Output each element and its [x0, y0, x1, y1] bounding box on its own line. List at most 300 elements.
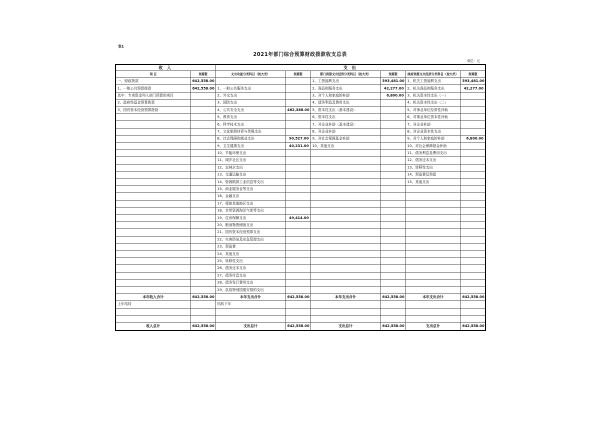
dept-econ-amount: [381, 229, 406, 236]
gov-econ-amount: [461, 243, 486, 250]
gov-econ-amount: [461, 207, 486, 214]
income-amount: [191, 315, 216, 322]
income-amount: [191, 107, 216, 114]
function-amount: [286, 250, 311, 257]
function-item: 13、交通运输支出: [216, 171, 286, 178]
income-item: [116, 157, 191, 164]
dept-econ-item: [311, 164, 381, 171]
table-row: [116, 143, 486, 150]
dept-econ-amount: [381, 128, 406, 135]
income-amount: [191, 157, 216, 164]
table-row: [116, 265, 486, 272]
income-amount: [191, 178, 216, 185]
gov-econ-amount: [461, 164, 486, 171]
income-item: [116, 128, 191, 135]
income-item: [116, 135, 191, 142]
income-item: [116, 114, 191, 121]
function-amount: [286, 315, 311, 322]
gov-econ-amount: [461, 107, 486, 114]
dept-econ-item: 7、对企业补助（基本建设）: [311, 121, 381, 128]
dept-econ-amount: 642,558.00: [381, 322, 406, 330]
function-item: 25、转移性支出: [216, 258, 286, 265]
function-amount: [286, 186, 311, 193]
dept-econ-amount: 6,800.00: [381, 92, 406, 99]
gov-econ-amount: [461, 143, 486, 150]
function-amount: 90,527.00: [286, 135, 311, 142]
dept-econ-item: [311, 243, 381, 250]
table-row: [116, 92, 486, 99]
summary-row: [116, 315, 486, 322]
gov-econ-item: 10、对社会保障基金补助: [406, 143, 461, 150]
function-item: 8、社会保障和就业支出: [216, 135, 286, 142]
dept-econ-amount: [381, 186, 406, 193]
function-item: 5、教育支出: [216, 114, 286, 121]
income-item: [116, 222, 191, 229]
function-amount: [286, 164, 311, 171]
function-item: 19、住房保障支出: [216, 214, 286, 221]
income-amount: 642,558.00: [192, 294, 215, 299]
table-row: [116, 258, 486, 265]
dept-econ-item: [311, 279, 381, 286]
function-amount: [286, 272, 311, 279]
income-item: [116, 200, 191, 207]
table-row: [116, 222, 486, 229]
gov-econ-amount: [461, 301, 486, 308]
gov-econ-amount: [461, 128, 486, 135]
dept-econ-item: 6、资本性支出: [311, 114, 381, 121]
function-item: 23、预备费: [216, 243, 286, 250]
income-amount: [191, 99, 216, 106]
table-row: [116, 164, 486, 171]
income-item: [116, 308, 191, 315]
gov-econ-item: 5、对事业单位经常性补助: [406, 107, 461, 114]
income-item: [116, 186, 191, 193]
income-amount: [191, 186, 216, 193]
income-amount: [191, 171, 216, 178]
table-row: [116, 286, 486, 293]
gov-econ-item-header: 政府预算支出经济分类科目（按大类）: [407, 72, 459, 76]
income-item: [116, 258, 191, 265]
gov-econ-amount: [461, 200, 486, 207]
gov-econ-amount: [461, 178, 486, 185]
income-amount: [191, 279, 216, 286]
gov-econ-item: 7、对企业补助: [406, 121, 461, 128]
income-amount: [191, 200, 216, 207]
table-row: [116, 243, 486, 250]
function-item: 3、国防支出: [216, 99, 286, 106]
gov-econ-amount: 42,277.00: [461, 85, 486, 92]
gov-econ-amount: [461, 157, 486, 164]
function-amount: [286, 99, 311, 106]
income-item: [116, 229, 191, 236]
gov-econ-item: [406, 308, 461, 315]
dept-econ-amount: [381, 164, 406, 171]
table-row: [116, 279, 486, 286]
gov-econ-item: [406, 272, 461, 279]
dept-econ-item: [311, 207, 381, 214]
income-amount: [191, 164, 216, 171]
summary-row: [116, 308, 486, 315]
gov-econ-item: [406, 279, 461, 286]
income-item: [116, 279, 191, 286]
function-item: 18、自然资源海洋气象等支出: [216, 207, 286, 214]
gov-econ-item: [406, 250, 461, 257]
dept-econ-item: [311, 258, 381, 265]
gov-econ-amount: 642,558.00: [462, 294, 485, 299]
function-amount: [286, 121, 311, 128]
income-amount: [191, 207, 216, 214]
gov-econ-amount: [461, 193, 486, 200]
table-row: [116, 186, 486, 193]
function-item: 24、其他支出: [216, 250, 286, 257]
dept-econ-amount: [381, 107, 406, 114]
table-row: [116, 150, 486, 157]
table-row: [116, 99, 486, 106]
dept-econ-item: 本年支出合计: [311, 294, 381, 301]
income-amount: [191, 143, 216, 150]
function-item: 28、债务发行费用支出: [216, 279, 286, 286]
function-item-header: 支出功能分类科目（按大类）: [216, 71, 286, 78]
function-item: 11、城乡社区支出: [216, 157, 286, 164]
function-amount: [286, 128, 311, 135]
dept-econ-amount: [381, 143, 406, 150]
gov-econ-amount: [461, 258, 486, 265]
function-amount: 462,386.00: [287, 107, 310, 112]
dept-econ-item: [311, 236, 381, 243]
dept-econ-amount: 642,558.00: [382, 294, 405, 299]
function-item: [216, 308, 286, 315]
expense-group-header: 支 出: [216, 65, 486, 71]
dept-econ-item: 3、对个人和家庭的补助: [311, 92, 381, 99]
gov-econ-amount: [461, 286, 486, 293]
income-group-header: 收 入: [116, 65, 216, 71]
function-amount: [286, 265, 311, 272]
income-item: 一、财政拨款: [116, 78, 191, 85]
income-amount: 642,558.00: [191, 322, 216, 330]
income-amount: [191, 128, 216, 135]
function-item: 2、外交支出: [216, 92, 286, 99]
gov-econ-item: [406, 265, 461, 272]
gov-econ-item: [406, 200, 461, 207]
function-item: 1、一般公共服务支出: [216, 85, 286, 92]
gov-econ-item: 支出总计: [406, 322, 461, 330]
budget-table: [115, 64, 486, 331]
gov-econ-amount: [461, 114, 486, 121]
table-row: [116, 107, 486, 114]
income-item-header: 项 目: [116, 71, 191, 78]
dept-econ-amount: [381, 150, 406, 157]
gov-econ-item: [406, 207, 461, 214]
table-row: [116, 272, 486, 279]
dept-econ-item: 5、资本性支出（基本建设）: [311, 107, 381, 114]
dept-econ-item: [311, 301, 381, 308]
function-amount: [286, 200, 311, 207]
dept-econ-item: 9、对社会保障基金补助: [311, 135, 381, 142]
dept-econ-amount: [381, 236, 406, 243]
gov-econ-amount: [461, 121, 486, 128]
gov-econ-amount: [461, 222, 486, 229]
gov-econ-item: 9、对个人和家庭的补助: [406, 135, 461, 142]
dept-econ-amount: [381, 258, 406, 265]
income-item: [116, 178, 191, 185]
table-row: [116, 178, 486, 185]
income-item: 本年收入合计: [116, 294, 191, 301]
gov-econ-amount: [461, 308, 486, 315]
page-title: 2021年部门综合预算财政拨款收支总表: [253, 52, 347, 58]
table-row: [116, 207, 486, 214]
table-header: [116, 65, 486, 78]
dept-econ-item: [311, 222, 381, 229]
income-item: 3、国有资本经营预算拨款: [116, 107, 191, 114]
function-amount: [286, 171, 311, 178]
income-amount: [191, 150, 216, 157]
dept-econ-item: [311, 171, 381, 178]
dept-econ-amount: [381, 286, 406, 293]
dept-econ-amount: [381, 308, 406, 315]
function-item: 27、债务付息支出: [216, 272, 286, 279]
gov-econ-item: [406, 258, 461, 265]
gov-econ-item: 12、债务还本支出: [406, 157, 461, 164]
header-row-columns: [116, 71, 486, 78]
function-item: 支出总计: [216, 322, 286, 330]
function-item: 16、金融支出: [216, 193, 286, 200]
gov-econ-item: [406, 236, 461, 243]
function-item: [216, 78, 286, 85]
table-row: [116, 135, 486, 142]
income-item: 其中：专项资金列入部门预算的项目: [116, 92, 191, 99]
gov-econ-item: [406, 315, 461, 322]
income-item: [116, 272, 191, 279]
income-amount: [191, 193, 216, 200]
dept-econ-item: [311, 200, 381, 207]
income-amount: [191, 250, 216, 257]
function-item: 6、科学技术支出: [216, 121, 286, 128]
gov-econ-amount: [461, 236, 486, 243]
function-item: 15、商业服务业等支出: [216, 186, 286, 193]
dept-econ-amount: [381, 114, 406, 121]
dept-econ-amount: [381, 99, 406, 106]
income-amount: [191, 222, 216, 229]
dept-econ-amount: [381, 272, 406, 279]
dept-econ-item: 4、债务利息及费用支出: [311, 99, 381, 106]
dept-econ-amount: [381, 207, 406, 214]
income-amount: [191, 229, 216, 236]
income-item: [116, 121, 191, 128]
gov-econ-amount: [461, 99, 486, 106]
function-item: 7、文化旅游体育与传媒支出: [216, 128, 286, 135]
table-row: [116, 229, 486, 236]
gov-econ-item: 14、预备费及预留: [406, 171, 461, 178]
income-item: [116, 214, 191, 221]
function-amount: [286, 114, 311, 121]
gov-econ-item: [406, 214, 461, 221]
table-row: [116, 236, 486, 243]
gov-econ-amount: [461, 214, 486, 221]
gov-econ-amount: [461, 92, 486, 99]
function-amount: [286, 78, 311, 85]
function-amount: [286, 207, 311, 214]
dept-econ-item: 支出总计: [311, 322, 381, 330]
gov-econ-item: 13、转移性支出: [406, 164, 461, 171]
function-amount: [286, 229, 311, 236]
table-row: [116, 193, 486, 200]
function-amount: [286, 301, 311, 308]
table-row: [116, 171, 486, 178]
income-item: [116, 265, 191, 272]
dept-econ-amount: [381, 178, 406, 185]
gov-econ-item: 3、机关资本性支出（一）: [406, 92, 461, 99]
table-row: [116, 250, 486, 257]
function-item: 9、卫生健康支出: [216, 143, 286, 150]
dept-econ-amount: [381, 171, 406, 178]
function-amount: [286, 157, 311, 164]
income-item: 2、政府性基金预算拨款: [116, 99, 191, 106]
dept-econ-item: 1、工资福利支出: [311, 78, 381, 85]
dept-econ-item: [311, 178, 381, 185]
dept-econ-amount: [381, 214, 406, 221]
income-item: [116, 236, 191, 243]
dept-econ-item: [311, 150, 381, 157]
gov-econ-amount: [461, 229, 486, 236]
gov-econ-amount: 6,800.00: [461, 135, 486, 142]
gov-econ-amount: [461, 171, 486, 178]
dept-econ-item: [311, 250, 381, 257]
dept-econ-amount: [381, 265, 406, 272]
income-amount: [191, 272, 216, 279]
income-amount: [191, 243, 216, 250]
dept-econ-amount: 593,481.00: [382, 79, 405, 84]
income-item: [116, 164, 191, 171]
dept-econ-item-header: 部门预算支出经济分类科目（按大类）: [311, 71, 381, 78]
dept-econ-amount: [381, 301, 406, 308]
gov-econ-amount: [461, 272, 486, 279]
dept-econ-amount: 42,277.00: [381, 85, 406, 92]
gov-econ-item: 15、其他支出: [406, 178, 461, 185]
summary-row: [116, 301, 486, 308]
gov-econ-item: 1、机关工资福利支出: [406, 78, 461, 85]
function-amount: [286, 308, 311, 315]
gov-econ-amount-header: 预算数: [461, 71, 486, 78]
function-amount: 40,231.00: [286, 143, 311, 150]
dept-econ-amount: [381, 193, 406, 200]
dept-econ-amount: [381, 157, 406, 164]
gov-econ-item: [406, 193, 461, 200]
dept-econ-amount: [381, 279, 406, 286]
dept-econ-amount: [381, 222, 406, 229]
dept-econ-item: [311, 186, 381, 193]
function-amount: [286, 222, 311, 229]
income-item: [116, 171, 191, 178]
document-page: [115, 40, 485, 332]
income-item: [116, 243, 191, 250]
function-item: 29、抗疫特别国债安排的支出: [216, 286, 286, 293]
income-amount: 642,558.00: [192, 86, 215, 91]
function-amount: [286, 150, 311, 157]
income-amount: [191, 265, 216, 272]
function-item: 本年支出合计: [216, 294, 286, 301]
dept-econ-item: [311, 157, 381, 164]
gov-econ-item: 11、债务利息及费用支出: [406, 150, 461, 157]
income-amount: [191, 286, 216, 293]
function-amount: [286, 236, 311, 243]
function-item: 26、债务还本支出: [216, 265, 286, 272]
function-item: 4、公共安全支出: [216, 107, 286, 114]
function-amount: [286, 279, 311, 286]
function-amount: 642,558.00: [287, 294, 310, 299]
gov-econ-item: 6、对事业单位资本性补助: [406, 114, 461, 121]
gov-econ-amount: [461, 250, 486, 257]
dept-econ-item: [311, 308, 381, 315]
income-amount: [191, 92, 216, 99]
dept-econ-item: [311, 315, 381, 322]
function-item: 21、国有资本经营预算支出: [216, 229, 286, 236]
function-amount: [286, 85, 311, 92]
income-item: [116, 315, 191, 322]
table-row: [116, 114, 486, 121]
dept-econ-item: 8、对企业补助: [311, 128, 381, 135]
gov-econ-item: 4、机关资本性支出（二）: [406, 99, 461, 106]
dept-econ-amount: [381, 200, 406, 207]
table-body: [116, 78, 486, 331]
dept-econ-item: [311, 265, 381, 272]
gov-econ-item: [406, 186, 461, 193]
income-item: [116, 250, 191, 257]
function-amount: 49,414.00: [286, 214, 311, 221]
table-row: [116, 157, 486, 164]
income-amount: [191, 214, 216, 221]
function-amount-header: 预算数: [286, 71, 311, 78]
dept-econ-amount-header: 预算数: [381, 71, 406, 78]
gov-econ-item: [406, 301, 461, 308]
function-item: 10、节能环保支出: [216, 150, 286, 157]
income-amount: [191, 121, 216, 128]
gov-econ-amount: [461, 265, 486, 272]
dept-econ-item: 2、商品和服务支出: [311, 85, 381, 92]
gov-econ-amount: [461, 150, 486, 157]
gov-econ-item: [406, 286, 461, 293]
income-amount: [191, 308, 216, 315]
dept-econ-item: [311, 214, 381, 221]
function-item: [216, 315, 286, 322]
income-item: [116, 207, 191, 214]
income-amount: [191, 135, 216, 142]
table-row: [116, 78, 486, 85]
income-amount: [191, 236, 216, 243]
income-item: 收入总计: [116, 322, 191, 330]
function-item: 12、农林水支出: [216, 164, 286, 171]
gov-econ-item: [406, 229, 461, 236]
income-item: 1、一般公共预算拨款: [116, 85, 191, 92]
table-row: [116, 128, 486, 135]
income-item: [116, 286, 191, 293]
table-number: 表1: [118, 44, 124, 49]
summary-row: [116, 294, 486, 301]
gov-econ-amount: 593,481.00: [462, 79, 485, 84]
unit-label: 单位：元: [467, 59, 480, 63]
gov-econ-item: 8、对企业资本性支出: [406, 128, 461, 135]
gov-econ-item: [406, 222, 461, 229]
gov-econ-amount: [461, 186, 486, 193]
income-amount: [191, 301, 216, 308]
dept-econ-amount: [381, 250, 406, 257]
table-row: [116, 200, 486, 207]
gov-econ-amount: [461, 315, 486, 322]
function-item: 14、资源勘探工业信息等支出: [216, 178, 286, 185]
dept-econ-item: 10、其他支出: [311, 143, 381, 150]
dept-econ-item: [311, 286, 381, 293]
table-row: [116, 214, 486, 221]
function-amount: [286, 193, 311, 200]
